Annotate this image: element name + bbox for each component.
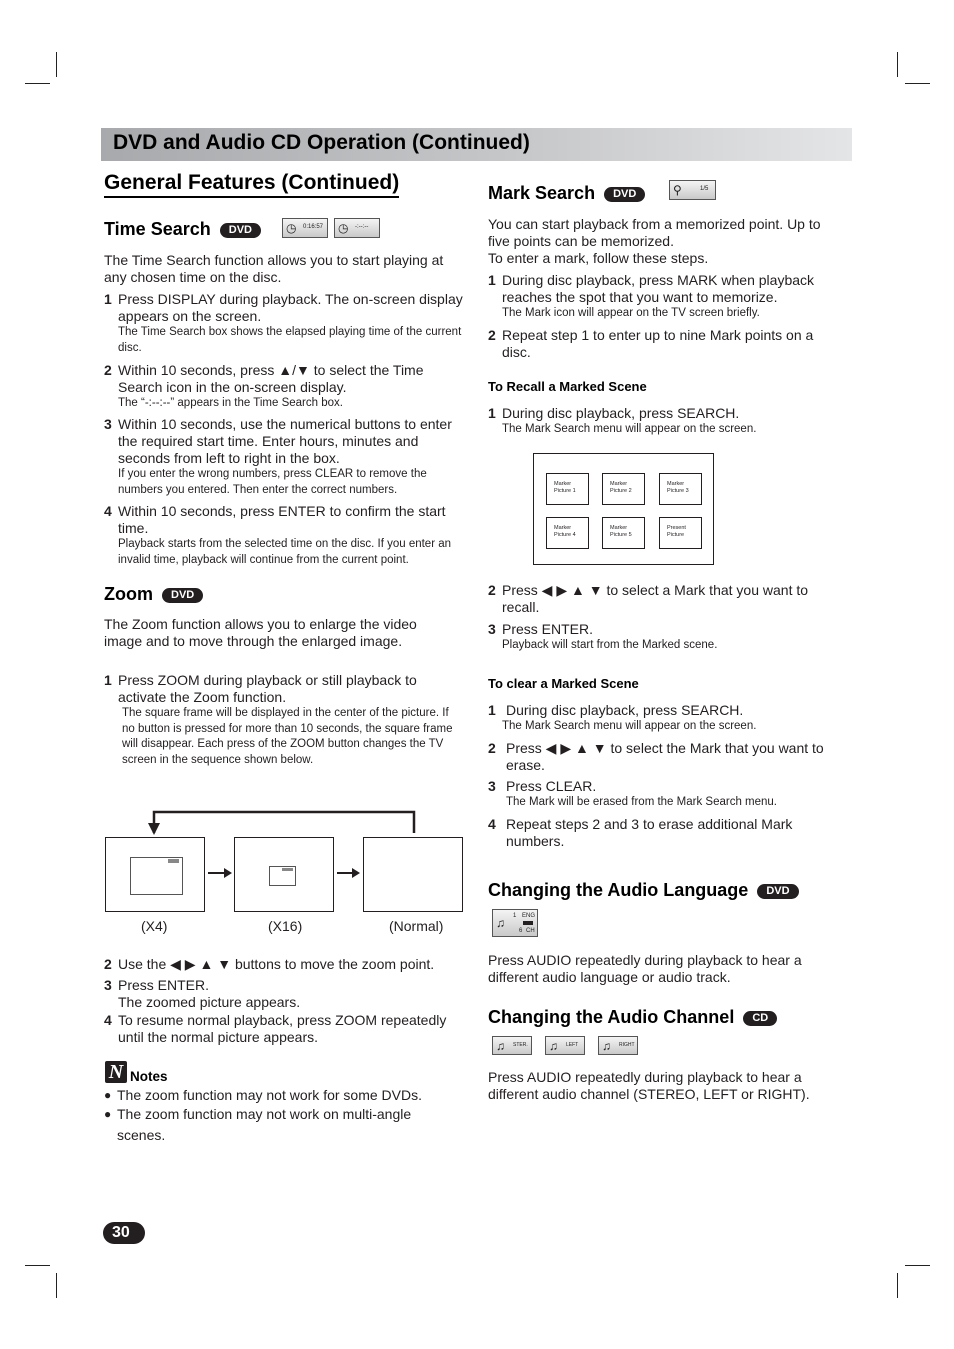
marker-thumbnail: Marker Picture 4	[546, 517, 589, 549]
audio-channel-osd-stereo: ♫ STER.	[492, 1036, 532, 1055]
time-search-heading	[104, 219, 261, 240]
step-note: Playback will start from the Marked scene.	[502, 639, 718, 651]
dvd-badge: DVD	[220, 223, 261, 238]
step-text: During disc playback, press SEARCH.	[502, 405, 740, 421]
step-text: Press ENTER.	[118, 977, 210, 993]
audio-language-text: Press AUDIO repeatedly during playback to hear a different audio language or audio track.	[488, 952, 802, 985]
step-note: The “-:--:--” appears in the Time Search box.	[118, 397, 343, 409]
mark-search-title: Mark Search	[488, 183, 596, 203]
step-text: Repeat step 1 to enter up to nine Mark points on a disc.	[502, 327, 814, 360]
notes-title: Notes	[130, 1069, 168, 1084]
zoom-indicator	[282, 868, 293, 871]
time-search-intro: The Time Search function allows you to start playing at any chosen time on the disc.	[104, 252, 444, 285]
audio-icon: ♫	[549, 1039, 558, 1053]
step-note: The Mark Search menu will appear on the screen.	[502, 720, 757, 732]
step-text: During disc playback, press MARK when playback reaches the spot that you want to memorize.	[502, 272, 815, 305]
zoom-title: Zoom	[104, 584, 153, 604]
step-number: 3	[104, 416, 112, 432]
step-text: Repeat steps 2 and 3 to erase additional Mark numbers.	[506, 816, 793, 849]
zoom-screen-normal	[363, 837, 463, 912]
crop-mark	[25, 83, 50, 84]
step-text: During disc playback, press SEARCH.	[506, 702, 744, 718]
step-number: 4	[488, 816, 496, 832]
present-picture-thumbnail: Present Picture	[659, 517, 702, 549]
audio-channel-text: Press AUDIO repeatedly during playback to hear a different audio channel (STEREO, LEFT or RIGHT).	[488, 1069, 810, 1102]
note-text: The zoom function may not work on multi-angle scenes.	[117, 1106, 412, 1143]
crop-mark	[56, 1273, 57, 1298]
note-text: The zoom function may not work for some DVDs.	[117, 1087, 422, 1103]
zoom-label-normal: (Normal)	[389, 918, 444, 934]
step-number: 3	[488, 778, 496, 794]
step-number: 4	[104, 503, 112, 519]
zoom-intro: The Zoom function allows you to enlarge the video image and to move through the enlarged image.	[104, 616, 417, 649]
mark-step-2	[488, 327, 843, 361]
note-item: ● The zoom function may not work on multi-angle scenes.	[104, 1106, 412, 1143]
osd-time-text: -:--:--	[355, 224, 369, 230]
audio-channel-heading	[488, 1007, 777, 1028]
step-text: Within 10 seconds, use the numerical buttons to enter the required start time. Enter hours, minutes and seconds from left to right in the box.	[118, 416, 452, 466]
step-text: Press DISPLAY during playback. The on-screen display appears on the screen.	[118, 291, 463, 324]
recall-heading: To Recall a Marked Scene	[488, 379, 647, 394]
step-number: 2	[104, 362, 112, 378]
crop-mark	[897, 1273, 898, 1298]
recall-step-3	[488, 621, 843, 654]
zoom-screen-x4	[105, 837, 205, 912]
step-number: 1	[104, 291, 112, 307]
step-text: Use the ◀ ▶ ▲ ▼ buttons to move the zoom point.	[118, 956, 435, 972]
section-title: General Features (Continued)	[104, 171, 399, 198]
time-search-step-1	[104, 291, 466, 356]
zoom-label-x16: (X16)	[268, 918, 303, 934]
crop-mark	[905, 83, 930, 84]
zoom-step-2	[104, 956, 464, 973]
step-number: 1	[488, 702, 496, 718]
mark-search-menu	[533, 453, 714, 565]
recall-step-2	[488, 582, 843, 616]
chapter-banner	[101, 128, 852, 161]
time-search-osd-blank	[334, 218, 380, 238]
step-number: 3	[488, 621, 496, 637]
step-number: 2	[488, 582, 496, 598]
clock-icon: ◷	[286, 221, 297, 235]
marker-thumbnail: Marker Picture 3	[659, 473, 702, 505]
step-text: Press CLEAR.	[506, 778, 597, 794]
zoom-frame	[130, 857, 183, 895]
zoom-heading	[104, 584, 203, 605]
step-text: To resume normal playback, press ZOOM repeatedly until the normal picture appears.	[118, 1012, 447, 1045]
clear-step-1	[488, 702, 848, 735]
step-number: 1	[488, 272, 496, 288]
step-text: Press ZOOM during playback or still playback to activate the Zoom function.	[118, 672, 417, 705]
step-number: 4	[104, 1012, 112, 1028]
step-text: Within 10 seconds, press ▲/▼ to select the Time Search icon in the on-screen display.	[118, 362, 424, 395]
step-text: Press ENTER.	[502, 621, 594, 637]
zoom-frame	[269, 866, 296, 886]
mark-step-1	[488, 272, 843, 322]
step-number: 2	[488, 740, 496, 756]
crop-mark	[56, 52, 57, 77]
step-note: The square frame will be displayed in the center of the picture. If no button is pressed for more than 10 seconds, the square frame will disappear. Each press of the ZOOM button changes the TV screen in the sequence shown below.	[122, 707, 453, 766]
mark-icon: ⚲	[673, 183, 682, 197]
crop-mark	[25, 1265, 50, 1266]
chapter-title: DVD and Audio CD Operation (Continued)	[113, 131, 530, 154]
marker-thumbnail: Marker Picture 2	[602, 473, 645, 505]
dvd-badge: DVD	[604, 187, 645, 202]
step-number: 1	[488, 405, 496, 421]
audio-language-title: Changing the Audio Language	[488, 880, 749, 900]
recall-step-1	[488, 405, 843, 438]
crop-mark	[905, 1265, 930, 1266]
crop-mark	[897, 52, 898, 77]
clock-icon: ◷	[338, 221, 349, 235]
clear-step-2	[488, 740, 848, 774]
step-number: 1	[104, 672, 112, 688]
clear-heading: To clear a Marked Scene	[488, 676, 639, 691]
step-note: The Time Search box shows the elapsed playing time of the current disc.	[118, 326, 462, 354]
mark-search-intro: You can start playback from a memorized point. Up to five points can be memorized.	[488, 216, 821, 249]
dolby-digital-icon	[523, 921, 533, 925]
zoom-indicator	[168, 859, 179, 863]
zoom-step-4	[104, 1012, 464, 1046]
zoom-step-1	[104, 672, 462, 768]
mark-search-heading	[488, 183, 645, 204]
audio-icon: ♫	[496, 1039, 505, 1053]
mark-search-osd	[669, 180, 716, 200]
time-search-osd-elapsed	[282, 218, 328, 238]
step-note: If you enter the wrong numbers, press CLEAR to remove the numbers you entered. Then enter the correct numbers.	[118, 468, 427, 496]
audio-icon: ♫	[496, 916, 505, 930]
step-text: Press ◀ ▶ ▲ ▼ to select the Mark that you want to erase.	[506, 740, 824, 773]
time-search-step-4	[104, 503, 466, 568]
mark-search-intro-2: To enter a mark, follow these steps.	[488, 250, 709, 266]
step-note: The zoomed picture appears.	[118, 994, 301, 1010]
dvd-badge: DVD	[162, 588, 203, 603]
clear-step-3	[488, 778, 848, 811]
time-search-title: Time Search	[104, 219, 211, 239]
page-number: 30	[112, 1224, 130, 1241]
audio-language-osd: ♫ 1 ENG 6 CH	[492, 909, 538, 937]
audio-channel-osd-left: ♫ LEFT	[545, 1036, 585, 1055]
step-note: Playback starts from the selected time on the disc. If you enter an invalid time, playback will continue from the current point.	[118, 538, 452, 566]
audio-icon: ♫	[602, 1039, 611, 1053]
step-note: The Mark will be erased from the Mark Search menu.	[506, 796, 777, 808]
zoom-screen-x16	[234, 837, 334, 912]
osd-time-text: 0:16:57	[303, 224, 324, 230]
step-number: 2	[488, 327, 496, 343]
step-note: The Mark icon will appear on the TV screen briefly.	[502, 307, 760, 319]
cd-badge: CD	[743, 1011, 777, 1026]
zoom-step-3	[104, 977, 464, 1011]
step-number: 3	[104, 977, 112, 993]
audio-channel-osd-right: ♫ RIGHT	[598, 1036, 638, 1055]
step-text: Within 10 seconds, press ENTER to confirm the start time.	[118, 503, 446, 536]
audio-language-heading	[488, 880, 799, 901]
dvd-badge: DVD	[757, 884, 798, 899]
step-text: Press ◀ ▶ ▲ ▼ to select a Mark that you want to recall.	[502, 582, 809, 615]
marker-thumbnail: Marker Picture 1	[546, 473, 589, 505]
page-number-badge	[103, 1222, 145, 1244]
zoom-label-x4: (X4)	[141, 918, 168, 934]
osd-mark-text: 1/5	[700, 186, 709, 192]
note-item: ● The zoom function may not work for some DVDs.	[104, 1087, 422, 1103]
audio-channel-title: Changing the Audio Channel	[488, 1007, 735, 1027]
marker-thumbnail: Marker Picture 5	[602, 517, 645, 549]
notes-icon: N	[105, 1061, 127, 1083]
step-number: 2	[104, 956, 112, 972]
time-search-step-2	[104, 362, 466, 412]
step-note: The Mark Search menu will appear on the screen.	[502, 423, 757, 435]
time-search-step-3	[104, 416, 466, 498]
clear-step-4	[488, 816, 848, 850]
